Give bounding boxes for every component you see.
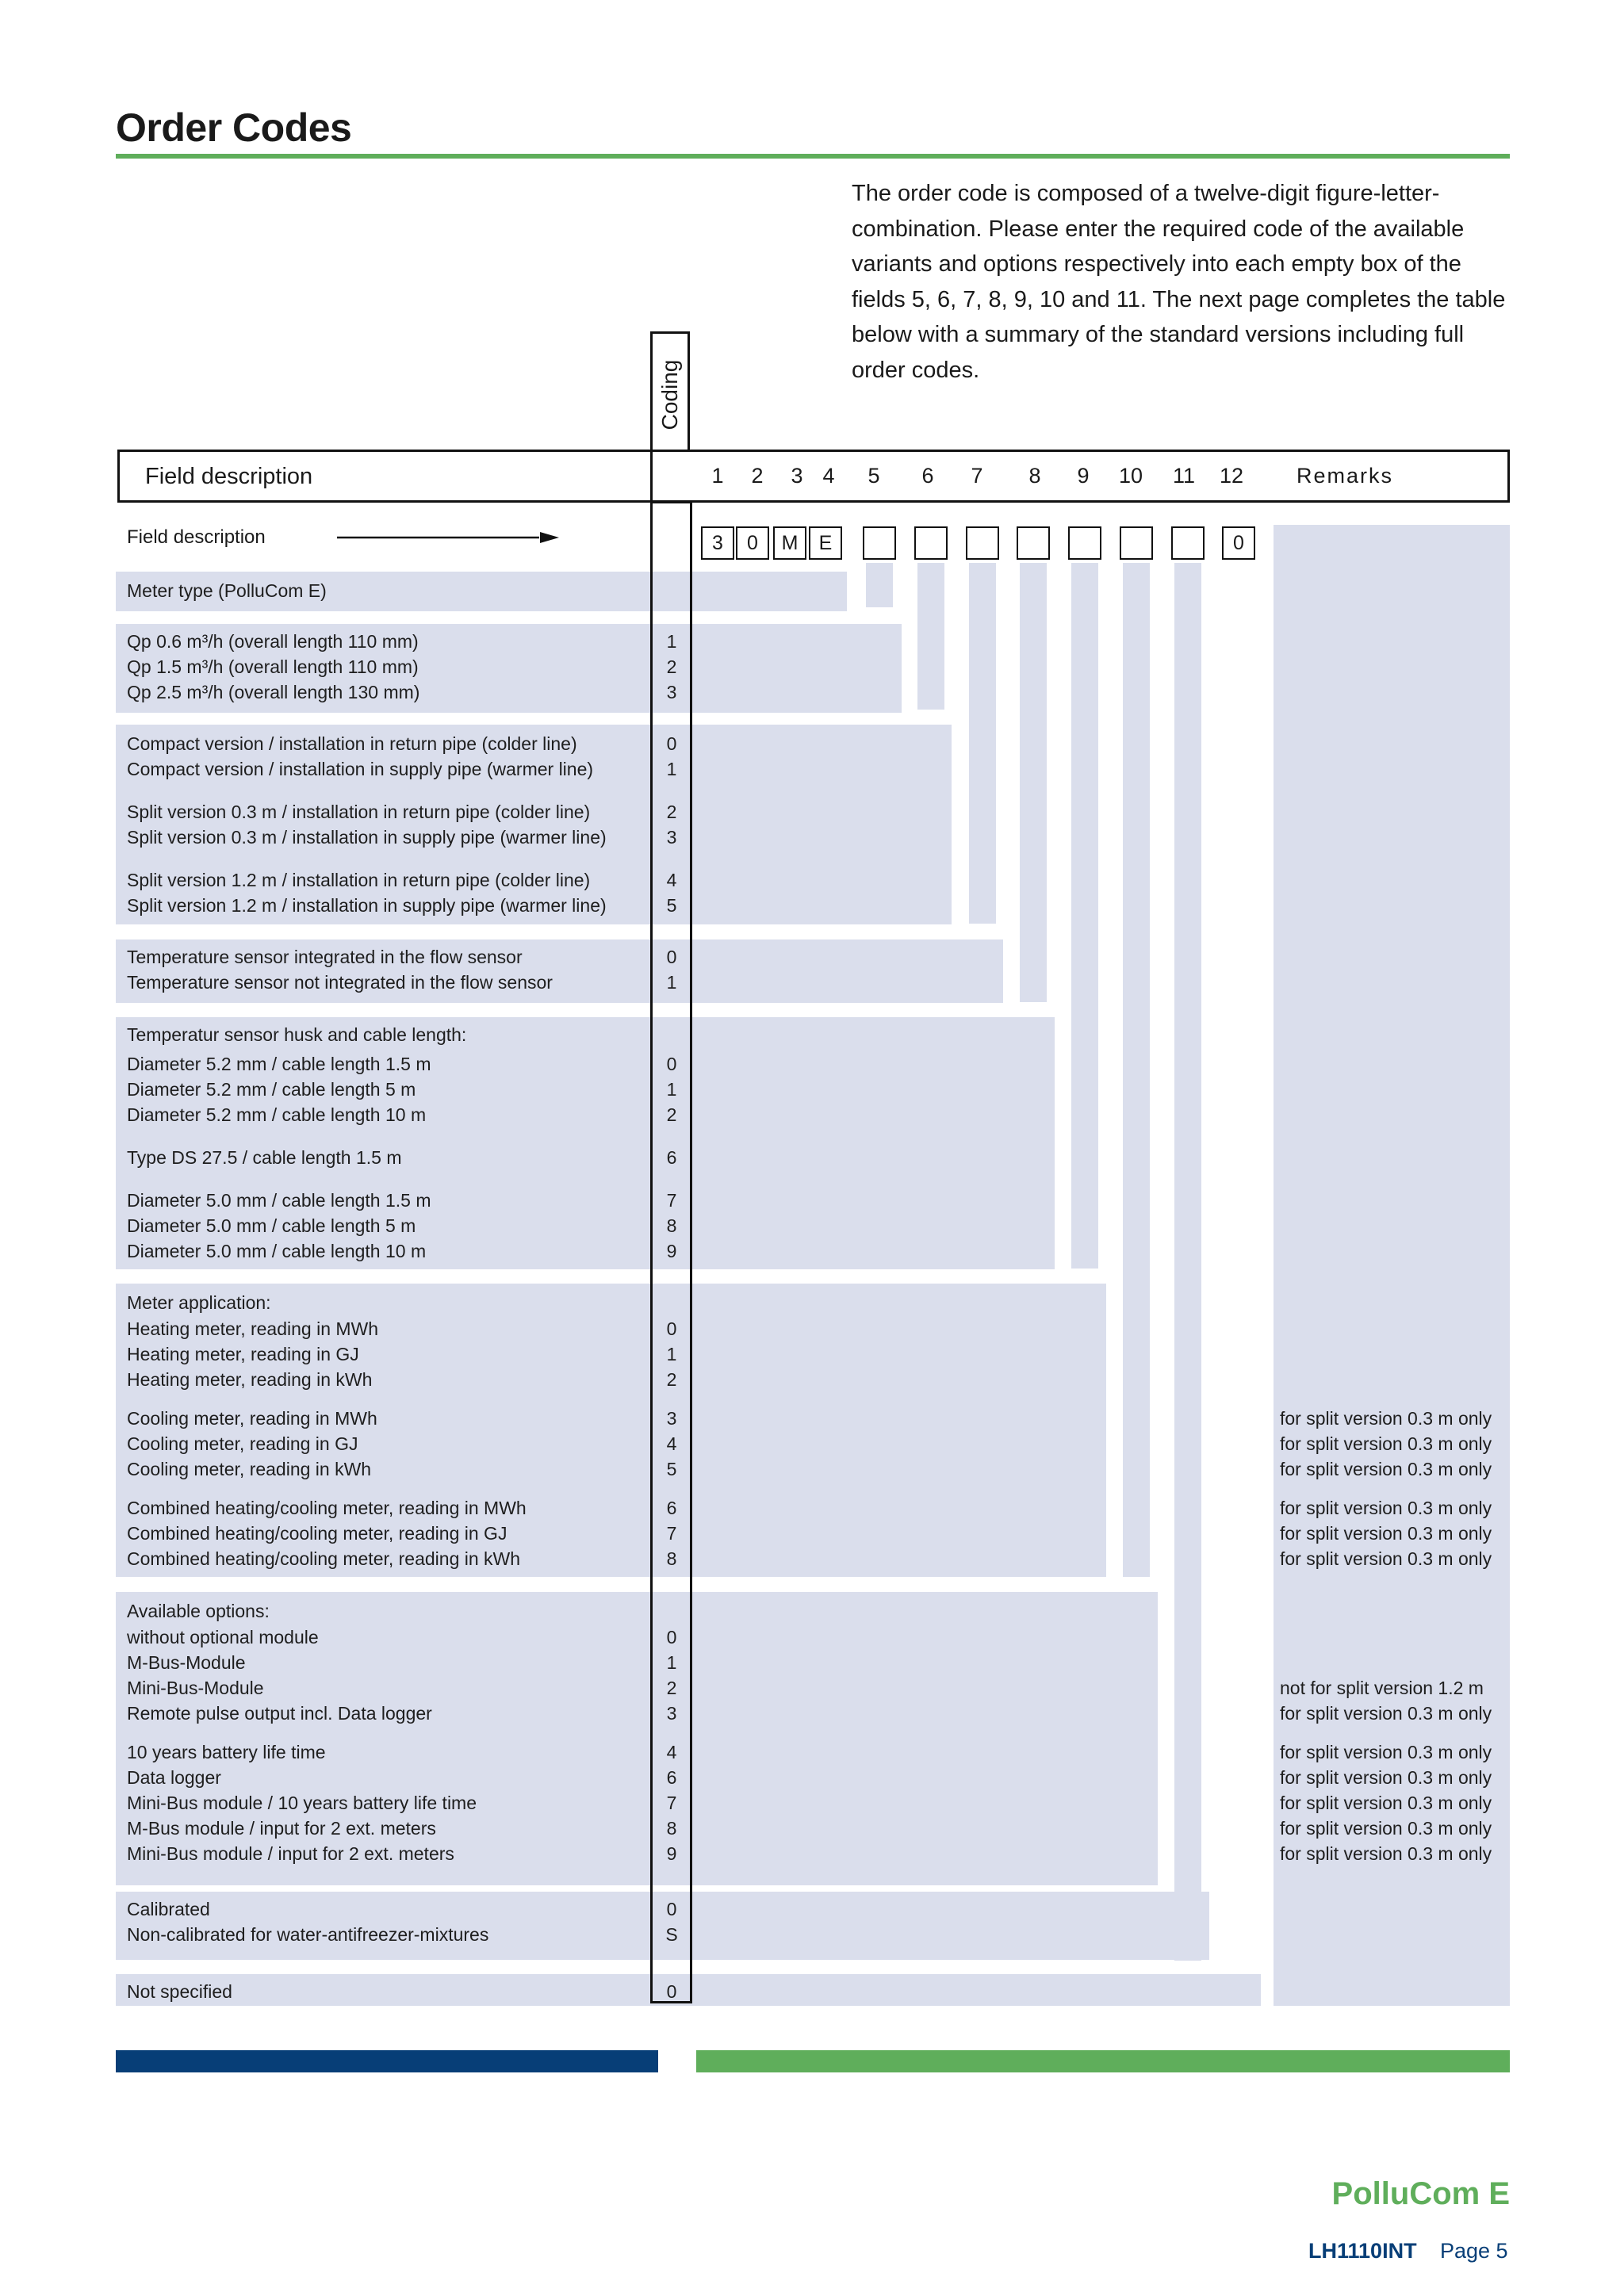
row-description: Diameter 5.2 mm / cable length 1.5 m [127,1054,431,1074]
row-description: Heating meter, reading in GJ [127,1344,359,1364]
row-code: 1 [666,1652,677,1673]
coding-label: Coding [657,359,682,430]
connector-line [1020,563,1047,1002]
row-remark: for split version 0.3 m only [1280,1767,1492,1788]
row-code: 9 [666,1843,677,1864]
row-description: Combined heating/cooling meter, reading in kWh [127,1548,521,1569]
row-remark: for split version 0.3 m only [1280,1523,1492,1544]
row-description: Temperature sensor integrated in the flow sensor [127,947,523,967]
row-code: 0 [666,1627,677,1647]
row-code: 0 [666,1318,677,1339]
document-id: LH1110INT [1308,2239,1417,2263]
row-description: Temperature sensor not integrated in the flow sensor [127,972,553,993]
header-field-number: 8 [1028,464,1041,488]
row-description: Mini-Bus module / input for 2 ext. meters [127,1843,454,1864]
row-remark: for split version 0.3 m only [1280,1742,1492,1762]
row-code: 0 [666,1899,677,1919]
header-field-number: 11 [1172,464,1196,488]
row-code: 9 [666,1241,677,1261]
row-remark: for split version 0.3 m only [1280,1843,1492,1864]
row-description: Qp 0.6 m³/h (overall length 110 mm) [127,631,419,652]
header-field-number: 9 [1077,464,1090,488]
row-code: 2 [666,802,677,822]
row-description: Diameter 5.2 mm / cable length 5 m [127,1079,416,1100]
header-field-number: 4 [822,464,835,488]
row-code: 5 [666,895,677,916]
code-box [1017,526,1050,560]
row-code: 7 [666,1523,677,1544]
row-description: Cooling meter, reading in kWh [127,1459,372,1479]
row-description: Cooling meter, reading in GJ [127,1433,358,1454]
row-remark: for split version 0.3 m only [1280,1793,1492,1813]
header-field-number: 6 [921,464,934,488]
row-code: 3 [666,827,677,848]
row-code: 8 [666,1548,677,1569]
connector-line [1071,563,1098,1269]
code-box: 3 [701,526,734,560]
row-code: 6 [666,1498,677,1518]
row-description: Combined heating/cooling meter, reading in GJ [127,1523,508,1544]
row-code: 4 [666,870,677,890]
row-code: 6 [666,1147,677,1168]
code-box: M [773,526,806,560]
row-description: Meter application: [127,1292,271,1313]
connector-line [969,563,996,924]
code-box [1068,526,1101,560]
code-box [1171,526,1205,560]
row-description: Split version 1.2 m / installation in supply pipe (warmer line) [127,895,607,916]
row-description: Combined heating/cooling meter, reading in MWh [127,1498,527,1518]
code-box: 0 [1222,526,1255,560]
footer-bar-green [696,2050,1510,2072]
row-code: S [665,1924,678,1945]
header-field-number: 10 [1118,464,1143,488]
row-description: Heating meter, reading in MWh [127,1318,379,1339]
page-title: Order Codes [116,105,352,150]
intro-paragraph: The order code is composed of a twelve-digit figure-letter-combination. Please enter the required code of the available variants and options respectively into each empty box of the fields 5, 6, 7, 8, 9, 10 and 11. The next page completes the table below with a summary of the standard versions including full order codes. [852,181,1506,383]
row-description: Compact version / installation in supply pipe (warmer line) [127,759,594,779]
row-code: 2 [666,656,677,677]
row-description: Compact version / installation in return pipe (colder line) [127,733,577,754]
row-description: Qp 2.5 m³/h (overall length 130 mm) [127,682,420,702]
row-code: 5 [666,1459,677,1479]
row-description: Mini-Bus-Module [127,1678,264,1698]
row-code: 4 [666,1742,677,1762]
row-description: Data logger [127,1767,221,1788]
row-description: M-Bus module / input for 2 ext. meters [127,1818,436,1839]
row-code: 2 [666,1369,677,1390]
row-description: Split version 0.3 m / installation in supply pipe (warmer line) [127,827,607,848]
connector-line [1123,563,1150,1577]
header-field-number: 5 [868,464,880,488]
page-number: Page 5 [1440,2239,1508,2263]
row-description: Cooling meter, reading in MWh [127,1408,377,1429]
row-description: Mini-Bus module / 10 years battery life time [127,1793,477,1813]
row-description: Temperatur sensor husk and cable length: [127,1024,467,1045]
field-description-row-label: Field description [127,526,266,548]
row-description: Diameter 5.0 mm / cable length 10 m [127,1241,427,1261]
row-description: Diameter 5.0 mm / cable length 1.5 m [127,1190,431,1211]
header-field-number: 3 [791,464,803,488]
row-code: 2 [666,1678,677,1698]
row-description: Type DS 27.5 / cable length 1.5 m [127,1147,402,1168]
row-remark: for split version 0.3 m only [1280,1408,1492,1429]
connector-line [917,563,944,710]
row-code: 1 [666,1344,677,1364]
row-description: Non-calibrated for water-antifreezer-mixtures [127,1924,489,1945]
header-field-number: 2 [751,464,764,488]
row-description: Split version 1.2 m / installation in return pipe (colder line) [127,870,591,890]
row-remark: for split version 0.3 m only [1280,1498,1492,1518]
row-code: 3 [666,1408,677,1429]
row-remark: for split version 0.3 m only [1280,1459,1492,1479]
row-code: 1 [666,972,677,993]
row-remark: for split version 0.3 m only [1280,1818,1492,1839]
code-box: E [809,526,842,560]
row-code: 1 [666,759,677,779]
row-code: 0 [666,1054,677,1074]
code-box [914,526,948,560]
code-box [966,526,999,560]
row-remark: for split version 0.3 m only [1280,1548,1492,1569]
row-description: Remote pulse output incl. Data logger [127,1703,432,1724]
row-description: Split version 0.3 m / installation in return pipe (colder line) [127,802,591,822]
row-description: Meter type (PolluCom E) [127,580,327,601]
row-code: 1 [666,631,677,652]
row-remark: not for split version 1.2 m [1280,1678,1484,1698]
header-field-number: 1 [711,464,724,488]
row-code: 7 [666,1190,677,1211]
row-remark: for split version 0.3 m only [1280,1433,1492,1454]
row-code: 8 [666,1215,677,1236]
row-code: 3 [666,682,677,702]
header-field-number: 7 [971,464,983,488]
row-description: Diameter 5.0 mm / cable length 5 m [127,1215,416,1236]
row-description: Not specified [127,1981,232,2002]
row-description: Available options: [127,1601,270,1621]
header-divider [650,450,653,503]
code-box [863,526,896,560]
row-code: 2 [666,1104,677,1125]
row-description: Qp 1.5 m³/h (overall length 110 mm) [127,656,419,677]
row-description: M-Bus-Module [127,1652,246,1673]
header-field-number: 12 [1219,464,1244,488]
row-code: 1 [666,1079,677,1100]
row-description: 10 years battery life time [127,1742,326,1762]
header-field-description: Field description [145,464,313,489]
row-description: Heating meter, reading in kWh [127,1369,373,1390]
code-box [1120,526,1153,560]
row-remark: for split version 0.3 m only [1280,1703,1492,1724]
row-description: without optional module [127,1627,319,1647]
row-code: 0 [666,947,677,967]
product-name: PolluCom E [1331,2176,1510,2211]
row-code: 0 [666,733,677,754]
row-description: Diameter 5.2 mm / cable length 10 m [127,1104,427,1125]
title-rule [116,154,1510,159]
connector-line [866,563,893,607]
connector-line [1174,563,1201,1961]
row-code: 3 [666,1703,677,1724]
row-description: Calibrated [127,1899,210,1919]
row-code: 7 [666,1793,677,1813]
row-code: 0 [666,1981,677,2002]
footer-bar-blue [116,2050,658,2072]
row-code: 6 [666,1767,677,1788]
code-box: 0 [736,526,769,560]
arrow-right-icon [337,530,559,545]
header-remarks: Remarks [1297,464,1394,488]
row-code: 8 [666,1818,677,1839]
row-code: 4 [666,1433,677,1454]
